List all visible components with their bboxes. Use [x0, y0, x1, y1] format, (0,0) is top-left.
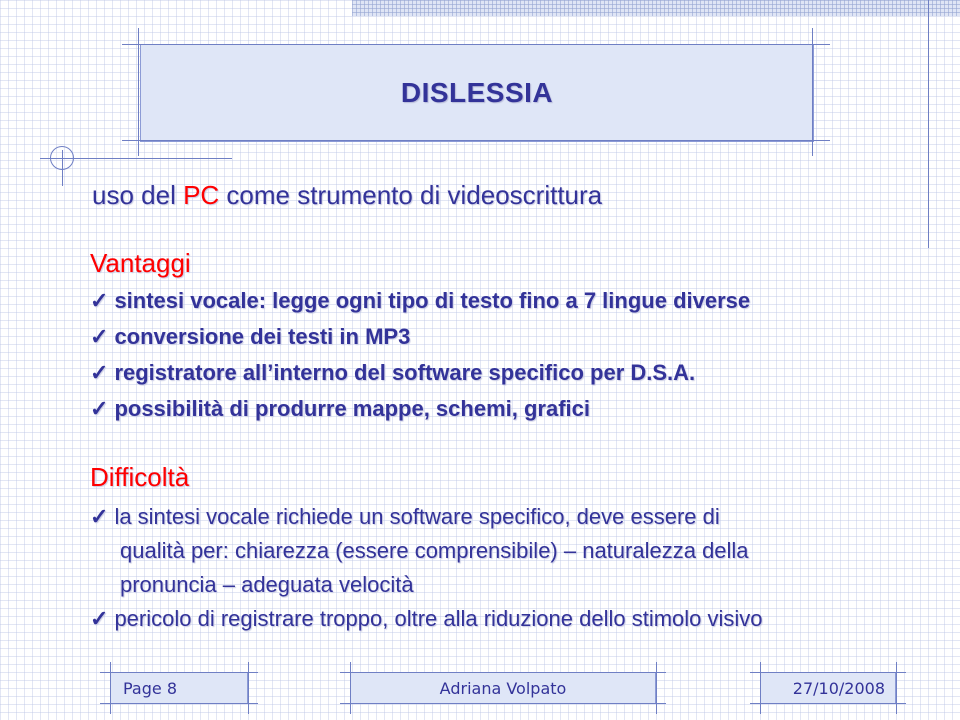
list-item-text: registratore all’interno del software specifico per D.S.A.: [114, 360, 696, 385]
checkmark-icon: ✓: [90, 504, 109, 529]
title-box: [140, 44, 814, 142]
deco-line-title-top: [122, 44, 830, 45]
deco-footer-line: [350, 662, 351, 714]
top-pattern-band: [352, 0, 960, 16]
heading-vantaggi: Vantaggi: [90, 248, 191, 278]
deco-footer-line: [750, 672, 906, 673]
list-item: [90, 360, 695, 386]
checkmark-icon: ✓: [90, 606, 109, 631]
footer-page-number: [110, 672, 248, 704]
page-number-text: Page 8: [123, 678, 177, 698]
heading-difficolta: Difficoltà: [90, 462, 190, 492]
subtitle-text-after: come strumento di videoscrittura: [219, 180, 603, 210]
deco-footer-line: [340, 703, 666, 704]
deco-line-right: [928, 0, 929, 248]
deco-line-left-h: [40, 158, 232, 159]
deco-line-title-right: [812, 28, 813, 156]
deco-footer-line: [750, 703, 906, 704]
checkmark-icon: ✓: [90, 396, 109, 421]
deco-footer-line: [110, 662, 111, 714]
deco-line-left-v: [62, 150, 63, 186]
checkmark-icon: ✓: [90, 324, 109, 349]
list-item-text: conversione dei testi in MP3: [114, 324, 411, 349]
subtitle: [92, 180, 602, 211]
checkmark-icon: ✓: [90, 288, 109, 313]
deco-footer-line: [656, 662, 657, 714]
footer-date: [760, 672, 896, 704]
list-item: [90, 396, 590, 422]
list-item: [90, 504, 720, 530]
list-item: [90, 606, 763, 632]
subtitle-text-before: uso del: [92, 180, 184, 210]
list-item: [90, 288, 750, 314]
list-item-text: pericolo di registrare troppo, oltre alla riduzione dello stimolo visivo: [114, 606, 763, 631]
list-item-text: la sintesi vocale richiede un software specifico, deve essere di: [114, 504, 720, 529]
checkmark-icon: ✓: [90, 360, 109, 385]
deco-footer-line: [100, 703, 258, 704]
list-item-text: sintesi vocale: legge ogni tipo di testo fino a 7 lingue diverse: [114, 288, 751, 313]
deco-footer-line: [760, 662, 761, 714]
author-text: Adriana Volpato: [439, 678, 567, 698]
deco-line-title-left: [138, 28, 139, 156]
list-item-continuation: qualità per: chiarezza (essere comprensibile) – naturalezza della: [120, 538, 749, 563]
deco-footer-line: [248, 662, 249, 714]
footer-author: [350, 672, 656, 704]
subtitle-highlight: PC: [183, 180, 220, 210]
deco-footer-line: [896, 662, 897, 714]
deco-line-title-bottom: [122, 140, 830, 141]
list-item: [90, 324, 410, 350]
deco-footer-line: [340, 672, 666, 673]
list-item-text: possibilità di produrre mappe, schemi, grafici: [114, 396, 590, 421]
date-text: 27/10/2008: [792, 678, 885, 698]
list-item-continuation: pronuncia – adeguata velocità: [120, 572, 414, 597]
slide-title: DISLESSIA: [400, 77, 554, 108]
deco-footer-line: [100, 672, 258, 673]
